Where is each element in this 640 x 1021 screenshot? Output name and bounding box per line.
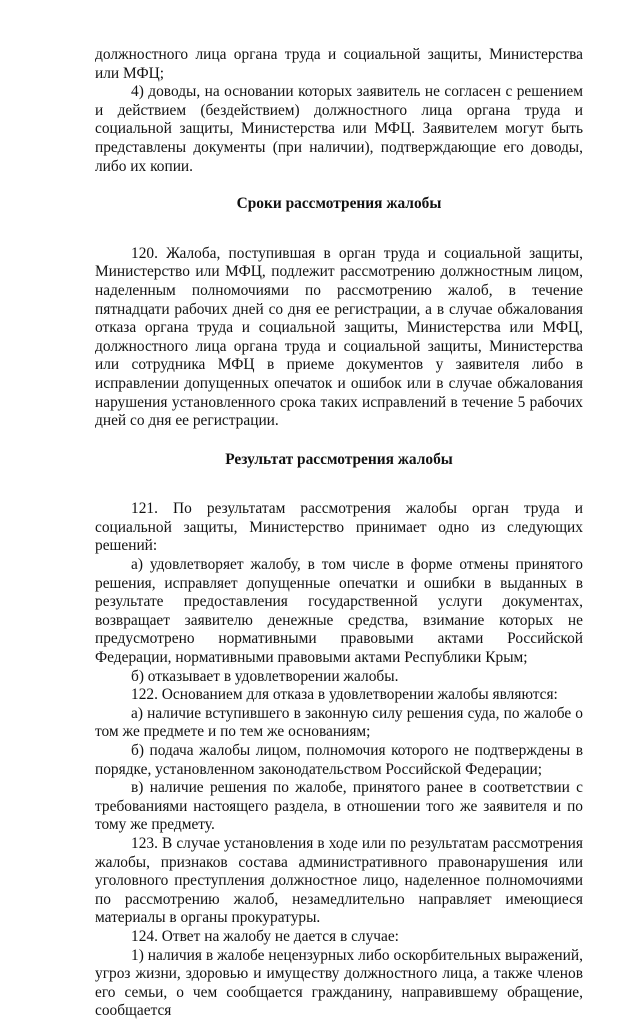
paragraph-124-1: 1) наличия в жалобе нецензурных либо оскорбительных выражений, угроз жизни, здоровью и имуществу должностного лица, а также членов его семьи, о чем сообщается гражданину, направившему обращение, сообщается <box>95 946 583 1020</box>
paragraph-122: 122. Основанием для отказа в удовлетворении жалобы являются: <box>131 686 558 704</box>
paragraph-124: 124. Ответ на жалобу не дается в случае: <box>131 927 399 945</box>
paragraph-121-a: а) удовлетворяет жалобу, в том числе в форме отмены принятого решения, исправляет допущенные опечатки и ошибки в выданных в результате предоставления государственной услуги документах, возвращает заявителю денежные средства, взимание которых не предусмотрено нормативными правовыми актами Российской Федерации, нормативными правовыми актами Республики Крым; <box>95 556 583 667</box>
paragraph-121-b: б) отказывает в удовлетворении жалобы. <box>131 667 399 685</box>
section-heading-review-result: Результат рассмотрения жалобы <box>225 450 453 468</box>
paragraph-122-c: в) наличие решения по жалобе, принятого ранее в соответствии с требованиями настоящего раздела, в отношении того же заявителя и по тому же предмету. <box>95 779 583 834</box>
paragraph-121: 121. По результатам рассмотрения жалобы орган труда и социальной защиты, Министерство принимает одно из следующих решений: <box>95 500 583 555</box>
document-page <box>95 46 583 1021</box>
paragraph-item-4: 4) доводы, на основании которых заявитель не согласен с решением и действием (бездействием) должностного лица органа труда и социальной защиты, Министерства или МФЦ. Заявителем могут быть представлены документы (при наличии), подтверждающие его доводы, либо их копии. <box>95 83 583 175</box>
paragraph-122-a: а) наличие вступившего в законную силу решения суда, по жалобе о том же предмете и по тем же основаниям; <box>95 704 583 741</box>
paragraph-123: 123. В случае установления в ходе или по результатам рассмотрения жалобы, признаков состава административного правонарушения или уголовного преступления должностное лицо, наделенное полномочиями по рассмотрению жалоб, незамедлительно направляет имеющиеся материалы в органы прокуратуры. <box>95 834 583 927</box>
section-heading-review-period: Сроки рассмотрения жалобы <box>236 195 442 213</box>
paragraph-continuation: должностного лица органа труда и социальной защиты, Министерства или МФЦ; <box>95 46 583 82</box>
paragraph-120: 120. Жалоба, поступившая в орган труда и социальной защиты, Министерство или МФЦ, подлежит рассмотрению должностным лицом, наделенным полномочиями по рассмотрению жалоб, в течение пятнадцати рабочих дней со дня ее регистрации, а в случае обжалования отказа органа труда и социальной защиты, Министерства или МФЦ, должностного лица органа труда и социальной защиты, Министерства или сотрудника МФЦ в приеме документов у заявителя либо в исправлении допущенных опечаток и ошибок или в случае обжалования нарушения установленного срока таких исправлений в течение 5 рабочих дней со дня ее регистрации. <box>95 244 583 430</box>
paragraph-122-b: б) подача жалобы лицом, полномочия которого не подтверждены в порядке, установленном законодательством Российской Федерации; <box>95 742 583 778</box>
